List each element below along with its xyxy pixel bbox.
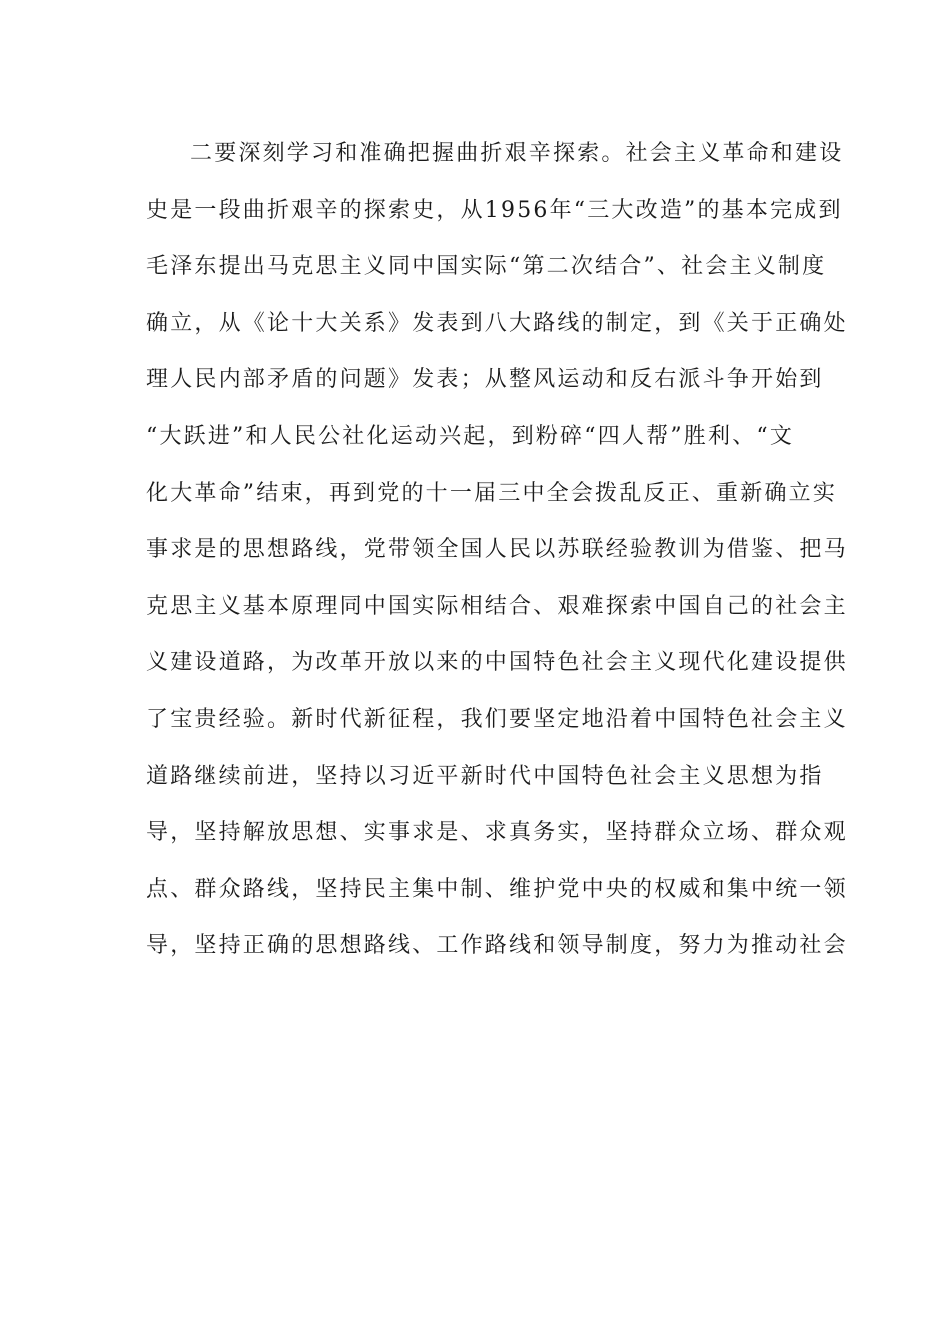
text-line: 史是一段曲折艰辛的探索史，从1956年“三大改造”的基本完成到 [146,197,843,223]
text-line: “大跃进”和人民公社化运动兴起，到粉碎“四人帮”胜利、“文 [146,423,795,449]
text-line: 了宝贵经验。新时代新征程，我们要坚定地沿着中国特色社会主义 [146,706,848,732]
text-line: 理人民内部矛盾的问题》发表；从整风运动和反右派斗争开始到 [146,367,824,393]
text-line: 义建设道路，为改革开放以来的中国特色社会主义现代化建设提供 [146,650,848,676]
text-line: 导，坚持解放思想、实事求是、求真务实，坚持群众立场、群众观 [146,820,848,846]
text-line: 化大革命”结束，再到党的十一届三中全会拨乱反正、重新确立实 [146,480,838,506]
text-line: 毛泽东提出马克思主义同中国实际“第二次结合”、社会主义制度 [146,254,827,280]
text-line: 克思主义基本原理同中国实际相结合、艰难探索中国自己的社会主 [146,593,848,619]
text-line: 点、群众路线，坚持民主集中制、维护党中央的权威和集中统一领 [146,876,848,902]
text-line: 事求是的思想路线，党带领全国人民以苏联经验教训为借鉴、把马 [146,537,848,563]
text-line: 道路继续前进，坚持以习近平新时代中国特色社会主义思想为指 [146,763,824,789]
text-line: 确立，从《论十大关系》发表到八大路线的制定，到《关于正确处 [146,310,848,336]
text-line: 二要深刻学习和准确把握曲折艰辛探索。社会主义革命和建设 [190,141,844,166]
text-line: 导，坚持正确的思想路线、工作路线和领导制度，努力为推动社会 [146,933,848,959]
body-paragraph [146,126,848,975]
